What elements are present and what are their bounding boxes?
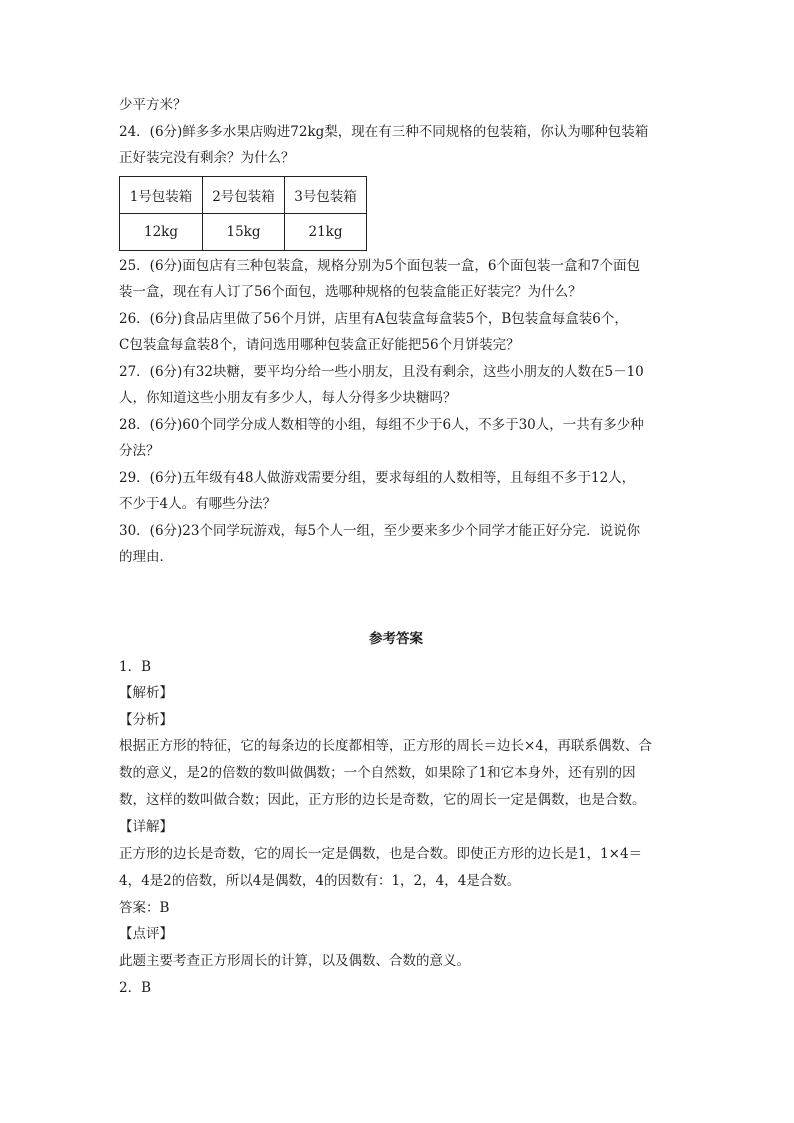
document-body (119, 92, 675, 1002)
answer-1: 1．B (119, 658, 152, 675)
answer-1-detail-line-2: 4，4是2的倍数，所以4是偶数，4的因数有：1，2，4，4是合数。 (119, 872, 521, 889)
question-24-line-2: 正好装完没有剩余？为什么？ (119, 150, 295, 166)
answers-section-title: 参考答案 (369, 630, 423, 647)
answer-1-result: 答案：B (119, 899, 170, 916)
question-23-tail: 少平方米？ (119, 97, 187, 113)
table-header-row (120, 176, 367, 213)
question-24-line-1: 24．(6分)鲜多多水果店购进72kg梨，现在有三种不同规格的包装箱，你认为哪种包装箱 (119, 123, 649, 140)
question-26-line-2: C包装盒每盒装8个，请问选用哪种包装盒正好能把56个月饼装完？ (119, 337, 520, 353)
question-27-line-1: 27．(6分)有32块糖，要平均分给一些小朋友，且没有剩余，这些小朋友的人数在5－10 (119, 363, 644, 380)
table-cell-box-3-capacity: 21kg (285, 213, 367, 250)
question-26-line-1: 26．(6分)食品店里做了56个月饼，店里有A包装盒每盒装5个，B包装盒每盒装6个， (119, 310, 628, 327)
answer-1-breakdown-line-2: 数的意义，是2的倍数的数叫做偶数；一个自然数，如果除了1和它本身外，还有别的因 (119, 765, 636, 781)
question-25-line-1: 25．(6分)面包店有三种包装盒，规格分别为5个面包装一盒，6个面包装一盒和7个面包 (119, 257, 641, 274)
answer-1-comment-heading: 【点评】 (119, 926, 173, 942)
table-value-row (120, 213, 367, 250)
answer-1-detail-heading: 【详解】 (119, 819, 173, 835)
answer-2: 2．B (119, 979, 152, 996)
question-30-line-1: 30．(6分)23个同学玩游戏，每5个人一组，至少要来多少个同学才能正好分完．说说你 (119, 522, 641, 539)
answer-1-breakdown-line-1: 根据正方形的特征，它的每条边的长度都相等，正方形的周长＝边长×4，再联系偶数、合 (119, 738, 652, 754)
question-30-line-2: 的理由． (119, 549, 173, 565)
question-29-line-2: 不少于4人。有哪些分法？ (119, 496, 277, 512)
packing-box-table (119, 176, 367, 251)
table-header-box-3: 3号包装箱 (285, 176, 367, 213)
question-28-line-2: 分法？ (119, 443, 160, 459)
answer-1-detail-line-1: 正方形的边长是奇数，它的周长一定是偶数，也是合数。即使正方形的边长是1，1×4＝ (119, 845, 643, 862)
answer-1-comment-line-1: 此题主要考查正方形周长的计算，以及偶数、合数的意义。 (119, 952, 470, 969)
table-header-box-1: 1号包装箱 (120, 176, 203, 213)
question-25-line-2: 装一盒，现在有人订了56个面包，选哪种规格的包装盒能正好装完？为什么？ (119, 284, 582, 300)
answer-1-breakdown-line-3: 数，这样的数叫做合数；因此，正方形的边长是奇数，它的周长一定是偶数，也是合数。 (119, 792, 646, 808)
table-cell-box-2-capacity: 15kg (203, 213, 285, 250)
table-cell-box-1-capacity: 12kg (120, 213, 203, 250)
table-header-box-2: 2号包装箱 (203, 176, 285, 213)
question-28-line-1: 28．(6分)60个同学分成人数相等的小组，每组不少于6人，不多于30人，一共有多少种 (119, 416, 644, 433)
answer-1-analysis-heading: 【解析】 (119, 685, 173, 701)
answer-1-breakdown-heading: 【分析】 (119, 711, 173, 728)
question-27-line-2: 人，你知道这些小朋友有多少人，每人分得多少块糖吗？ (119, 390, 457, 406)
question-29-line-1: 29．(6分)五年级有48人做游戏需要分组，要求每组的人数相等，且每组不多于12人， (119, 469, 636, 486)
